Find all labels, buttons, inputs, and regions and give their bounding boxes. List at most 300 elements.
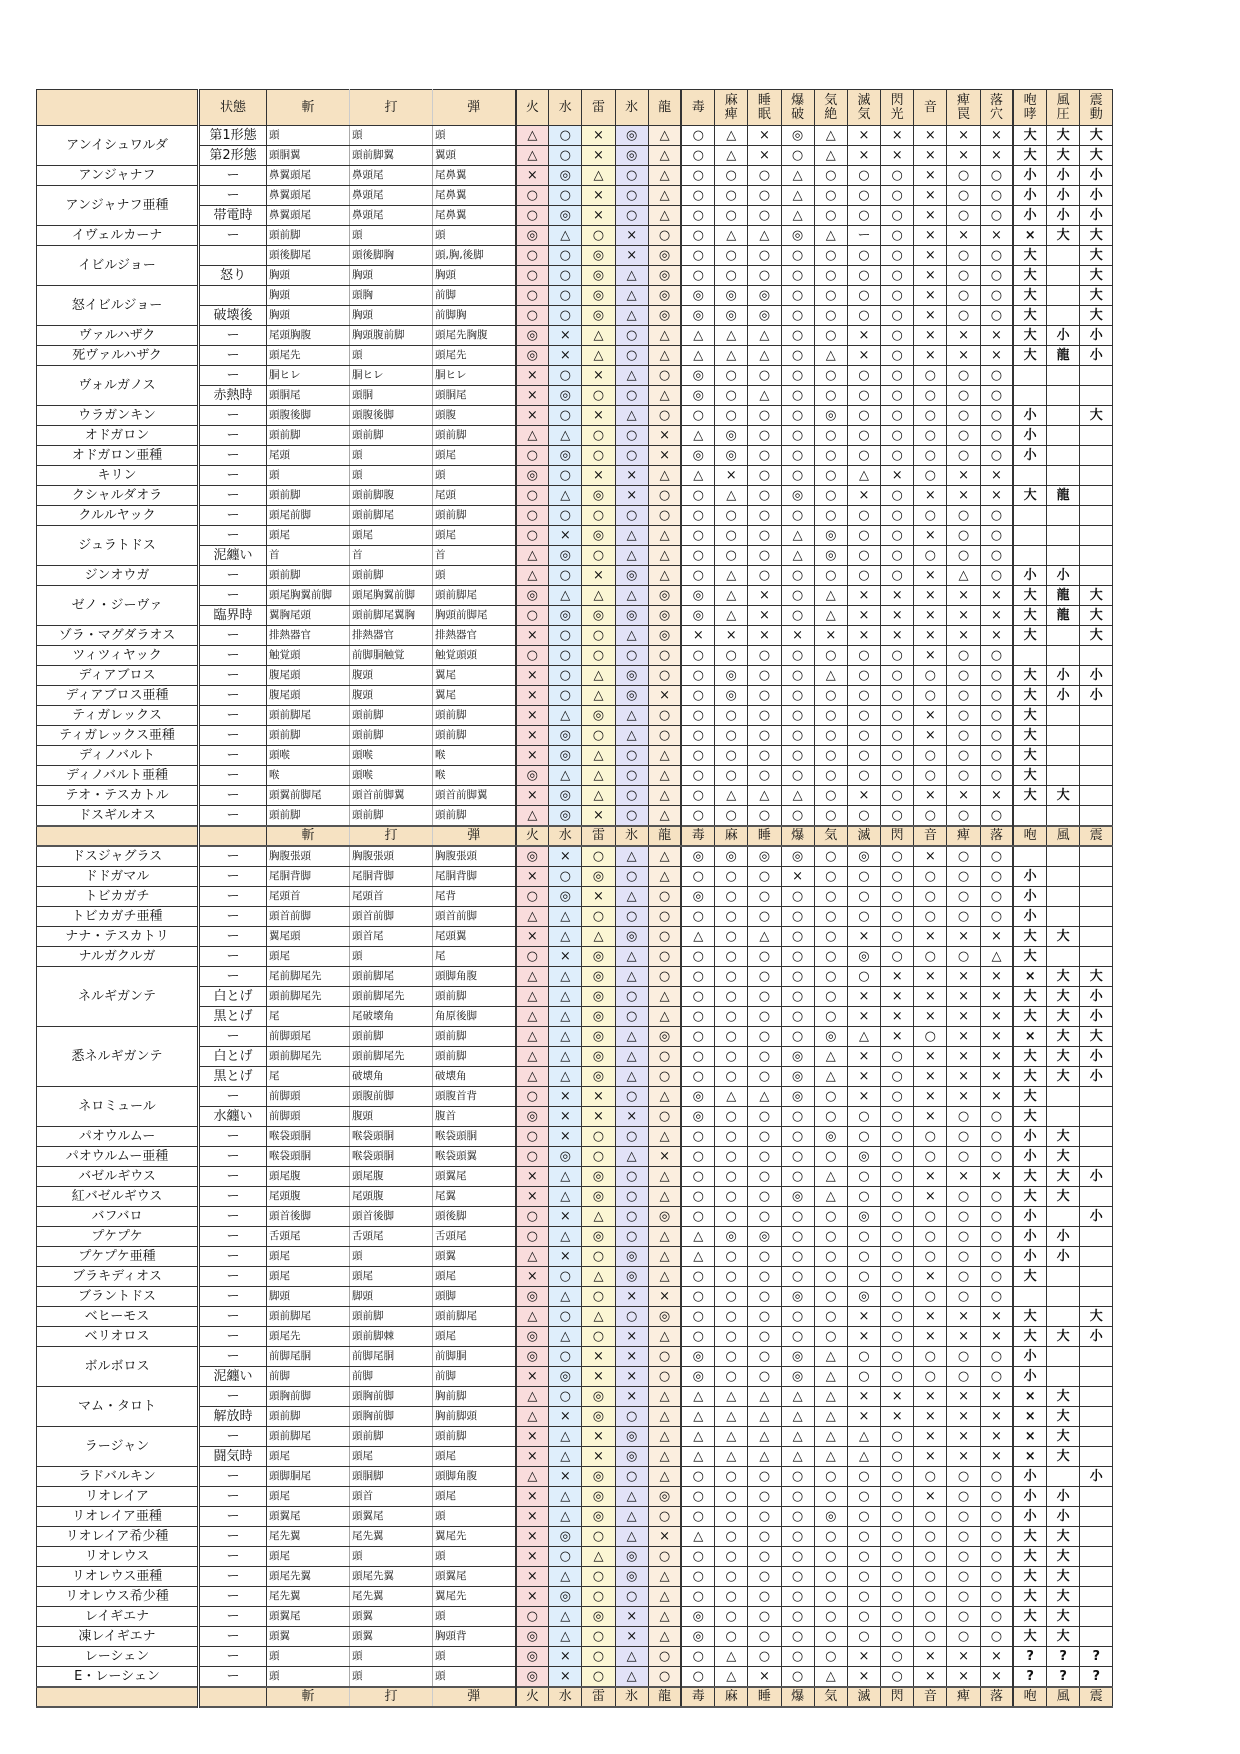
- band-status: 滅: [847, 1687, 880, 1707]
- resist-roar-rating: 大: [1013, 1547, 1046, 1567]
- status-poison-rating: ◎: [681, 386, 714, 406]
- elem-ice-rating: ◎: [615, 1427, 648, 1447]
- status-sleep-rating: ○: [748, 1567, 781, 1587]
- status-blast-rating: ○: [781, 1227, 814, 1247]
- weak-part: 喉袋頭胴: [267, 1127, 350, 1147]
- table-row: [37, 146, 1113, 166]
- status-pitfall-rating: ×: [980, 346, 1013, 366]
- elem-dragon-rating: ○: [648, 1107, 681, 1127]
- status-flash-rating: ○: [881, 686, 914, 706]
- status-exhaust-rating: ○: [847, 406, 880, 426]
- resist-tremor-rating: 小: [1080, 987, 1113, 1007]
- monster-state: ー: [199, 1167, 267, 1187]
- weak-part: 頭尾: [433, 446, 516, 466]
- status-poison-rating: ○: [681, 506, 714, 526]
- weak-part: 頭前脚: [267, 726, 350, 746]
- resist-roar-rating: 小: [1013, 566, 1046, 586]
- weak-part: 前脚胴触覚: [350, 646, 433, 666]
- elem-water-rating: △: [549, 1067, 582, 1087]
- status-exhaust-rating: ×: [847, 1407, 880, 1427]
- status-blast-rating: ◎: [781, 1187, 814, 1207]
- status-blast-rating: ○: [781, 1147, 814, 1167]
- status-blast-rating: ◎: [781, 1067, 814, 1087]
- resist-roar-rating: ?: [1013, 1647, 1046, 1667]
- status-flash-rating: ○: [881, 867, 914, 887]
- resist-tremor-rating: 大: [1080, 406, 1113, 426]
- elem-dragon-rating: ◎: [648, 1207, 681, 1227]
- status-poison-rating: ◎: [681, 306, 714, 326]
- status-sleep-rating: ○: [748, 1067, 781, 1087]
- elem-ice-rating: ×: [615, 486, 648, 506]
- status-blast-rating: ◎: [781, 486, 814, 506]
- resist-tremor-rating: 小: [1080, 1167, 1113, 1187]
- header-resist: [1047, 90, 1080, 126]
- elem-fire-rating: ○: [516, 526, 549, 546]
- resist-tremor-rating: [1080, 907, 1113, 927]
- weak-part: 喉: [433, 746, 516, 766]
- status-stun-rating: ○: [814, 486, 847, 506]
- resist-roar-rating: 大: [1013, 766, 1046, 786]
- status-flash-rating: ○: [881, 1587, 914, 1607]
- monster-state: ー: [199, 746, 267, 766]
- resist-roar-rating: [1013, 366, 1046, 386]
- weak-part: 翼胸尾頭: [267, 606, 350, 626]
- elem-thunder-rating: ×: [582, 806, 615, 827]
- elem-fire-rating: ◎: [516, 1667, 549, 1688]
- status-shock-trap-rating: ○: [947, 506, 980, 526]
- weak-part: 頭喉: [267, 746, 350, 766]
- status-stun-rating: ○: [814, 706, 847, 726]
- status-poison-rating: ◎: [681, 606, 714, 626]
- elem-ice-rating: ×: [615, 246, 648, 266]
- elem-dragon-rating: △: [648, 386, 681, 406]
- status-paralysis-rating: ○: [715, 1187, 748, 1207]
- status-shock-trap-rating: ×: [947, 626, 980, 646]
- status-stun-rating: ○: [814, 1147, 847, 1167]
- resist-roar-rating: 大: [1013, 786, 1046, 806]
- status-shock-trap-rating: ○: [947, 686, 980, 706]
- status-sonic-rating: ×: [914, 166, 947, 186]
- status-poison-rating: ◎: [681, 366, 714, 386]
- weak-part: 首: [267, 546, 350, 566]
- status-paralysis-rating: ◎: [715, 426, 748, 446]
- monster-name: E・レーシェン: [37, 1667, 199, 1688]
- elem-ice-rating: △: [615, 1527, 648, 1547]
- weak-part: 頭尾: [267, 1547, 350, 1567]
- status-shock-trap-rating: ○: [947, 666, 980, 686]
- elem-water-rating: ×: [549, 1667, 582, 1688]
- resist-tremor-rating: [1080, 1267, 1113, 1287]
- status-blast-rating: △: [781, 1447, 814, 1467]
- monster-name: ドスジャグラス: [37, 846, 199, 867]
- weak-part: 頭前脚: [433, 806, 516, 827]
- elem-ice-rating: ◎: [615, 606, 648, 626]
- elem-ice-rating: ○: [615, 1087, 648, 1107]
- elem-fire-rating: ○: [516, 1227, 549, 1247]
- monster-name: ディアブロス: [37, 666, 199, 686]
- status-pitfall-rating: ×: [980, 486, 1013, 506]
- resist-roar-rating: 大: [1013, 1587, 1046, 1607]
- elem-water-rating: ◎: [549, 166, 582, 186]
- elem-dragon-rating: △: [648, 566, 681, 586]
- elem-thunder-rating: ○: [582, 426, 615, 446]
- resist-wind-rating: [1047, 506, 1080, 526]
- band-status: 毒: [681, 1687, 714, 1707]
- status-stun-rating: ◎: [814, 1507, 847, 1527]
- status-paralysis-rating: ○: [715, 1587, 748, 1607]
- resist-wind-rating: 大: [1047, 146, 1080, 166]
- elem-dragon-rating: ×: [648, 1527, 681, 1547]
- weak-part: 頭尾腹: [350, 1167, 433, 1187]
- status-paralysis-rating: ○: [715, 967, 748, 987]
- status-blast-rating: △: [781, 1427, 814, 1447]
- header-resist: [1080, 90, 1113, 126]
- elem-water-rating: ×: [549, 1467, 582, 1487]
- weak-part: 頭首前脚翼: [433, 786, 516, 806]
- elem-dragon-rating: ○: [648, 366, 681, 386]
- status-blast-rating: ◎: [781, 1347, 814, 1367]
- status-poison-rating: △: [681, 1527, 714, 1547]
- elem-water-rating: ×: [549, 326, 582, 346]
- weak-part: 頭前脚: [350, 566, 433, 586]
- elem-fire-rating: ×: [516, 1267, 549, 1287]
- status-paralysis-rating: ○: [715, 1607, 748, 1627]
- status-blast-rating: ○: [781, 1547, 814, 1567]
- weak-part: 頭尾先胸腹: [433, 326, 516, 346]
- elem-fire-rating: ○: [516, 286, 549, 306]
- resist-roar-rating: [1013, 466, 1046, 486]
- status-blast-rating: △: [781, 1407, 814, 1427]
- status-exhaust-rating: ×: [847, 1307, 880, 1327]
- band-element: 水: [549, 826, 582, 846]
- elem-dragon-rating: ◎: [648, 1027, 681, 1047]
- elem-fire-rating: △: [516, 987, 549, 1007]
- status-shock-trap-rating: ○: [947, 546, 980, 566]
- status-sonic-rating: ×: [914, 786, 947, 806]
- status-shock-trap-rating: ○: [947, 1507, 980, 1527]
- elem-thunder-rating: △: [582, 927, 615, 947]
- elem-water-rating: ○: [549, 286, 582, 306]
- elem-ice-rating: △: [615, 947, 648, 967]
- elem-dragon-rating: ○: [648, 646, 681, 666]
- table-row: [37, 526, 1113, 546]
- monster-state: ー: [199, 786, 267, 806]
- weak-part: 頭胴尾: [267, 386, 350, 406]
- elem-ice-rating: ○: [615, 206, 648, 226]
- status-exhaust-rating: ○: [847, 1587, 880, 1607]
- resist-wind-rating: 大: [1047, 1607, 1080, 1627]
- weak-part: 頭: [433, 226, 516, 246]
- status-pitfall-rating: ○: [980, 726, 1013, 746]
- resist-roar-rating: [1013, 506, 1046, 526]
- status-paralysis-rating: △: [715, 346, 748, 366]
- elem-dragon-rating: ○: [648, 666, 681, 686]
- weak-part: 頭前脚: [433, 1027, 516, 1047]
- elem-ice-rating: △: [615, 1487, 648, 1507]
- status-paralysis-rating: ◎: [715, 666, 748, 686]
- elem-thunder-rating: ○: [582, 1667, 615, 1688]
- elem-fire-rating: ○: [516, 206, 549, 226]
- elem-water-rating: △: [549, 967, 582, 987]
- monster-state: 泥纏い: [199, 1367, 267, 1387]
- resist-wind-rating: 小: [1047, 666, 1080, 686]
- status-shock-trap-rating: ○: [947, 1267, 980, 1287]
- elem-dragon-rating: ◎: [648, 586, 681, 606]
- resist-roar-rating: 大: [1013, 346, 1046, 366]
- status-sleep-rating: ○: [748, 466, 781, 486]
- header-status: [947, 90, 980, 126]
- status-stun-rating: ○: [814, 1647, 847, 1667]
- status-blast-rating: ○: [781, 446, 814, 466]
- resist-tremor-rating: [1080, 846, 1113, 867]
- status-stun-rating: ○: [814, 446, 847, 466]
- status-stun-rating: ○: [814, 746, 847, 766]
- status-blast-rating: ○: [781, 686, 814, 706]
- status-exhaust-rating: ×: [847, 987, 880, 1007]
- elem-thunder-rating: ◎: [582, 706, 615, 726]
- status-flash-rating: ○: [881, 1327, 914, 1347]
- weak-part: 頭尾: [350, 1447, 433, 1467]
- status-pitfall-rating: ○: [980, 446, 1013, 466]
- header-label-line: 気: [857, 106, 871, 122]
- status-sleep-rating: ○: [748, 186, 781, 206]
- elem-dragon-rating: ◎: [648, 606, 681, 626]
- status-paralysis-rating: △: [715, 1387, 748, 1407]
- status-stun-rating: ○: [814, 686, 847, 706]
- resist-roar-rating: [1013, 546, 1046, 566]
- status-sonic-rating: ○: [914, 1627, 947, 1647]
- status-poison-rating: ○: [681, 1587, 714, 1607]
- elem-ice-rating: ◎: [615, 1447, 648, 1467]
- weak-part: 尾先翼: [267, 1587, 350, 1607]
- status-exhaust-rating: ×: [847, 346, 880, 366]
- status-sleep-rating: ○: [748, 967, 781, 987]
- status-stun-rating: △: [814, 1347, 847, 1367]
- monster-state: ー: [199, 1127, 267, 1147]
- elem-fire-rating: △: [516, 1387, 549, 1407]
- monster-state: ー: [199, 706, 267, 726]
- elem-fire-rating: △: [516, 546, 549, 566]
- elem-fire-rating: △: [516, 1047, 549, 1067]
- status-sonic-rating: ×: [914, 226, 947, 246]
- status-pitfall-rating: ○: [980, 546, 1013, 566]
- status-pitfall-rating: ×: [980, 146, 1013, 166]
- elem-water-rating: ○: [549, 867, 582, 887]
- status-paralysis-rating: ○: [715, 987, 748, 1007]
- monster-state: ー: [199, 1567, 267, 1587]
- monster-name: ナナ・テスカトリ: [37, 927, 199, 947]
- header-element: 龍: [648, 90, 681, 126]
- status-pitfall-rating: ○: [980, 1487, 1013, 1507]
- elem-ice-rating: △: [615, 1047, 648, 1067]
- status-sonic-rating: ×: [914, 726, 947, 746]
- elem-water-rating: ○: [549, 366, 582, 386]
- resist-tremor-rating: 小: [1080, 1467, 1113, 1487]
- weak-part: 首: [350, 546, 433, 566]
- weak-part: 頭前脚: [350, 706, 433, 726]
- status-blast-rating: ○: [781, 746, 814, 766]
- monster-name: ドドガマル: [37, 867, 199, 887]
- resist-wind-rating: [1047, 1307, 1080, 1327]
- status-sonic-rating: ×: [914, 1187, 947, 1207]
- table-row: [37, 326, 1113, 346]
- weak-part: 頭前脚尾: [350, 967, 433, 987]
- status-stun-rating: ○: [814, 987, 847, 1007]
- elem-ice-rating: ○: [615, 1407, 648, 1427]
- status-sonic-rating: ○: [914, 1287, 947, 1307]
- status-shock-trap-rating: ×: [947, 606, 980, 626]
- status-exhaust-rating: ○: [847, 1467, 880, 1487]
- table-row: [37, 1007, 1113, 1027]
- elem-water-rating: △: [549, 907, 582, 927]
- elem-thunder-rating: ◎: [582, 947, 615, 967]
- band-blank: [199, 1687, 267, 1707]
- status-shock-trap-rating: ○: [947, 166, 980, 186]
- table-row: [37, 446, 1113, 466]
- status-poison-rating: ○: [681, 186, 714, 206]
- status-flash-rating: ○: [881, 226, 914, 246]
- resist-tremor-rating: [1080, 746, 1113, 766]
- weak-part: 頭前脚尾: [433, 1307, 516, 1327]
- elem-dragon-rating: ○: [648, 506, 681, 526]
- status-flash-rating: ○: [881, 1307, 914, 1327]
- status-shock-trap-rating: ×: [947, 967, 980, 987]
- resist-roar-rating: 大: [1013, 1187, 1046, 1207]
- monster-name: クルルヤック: [37, 506, 199, 526]
- status-flash-rating: ○: [881, 186, 914, 206]
- table-row: [37, 566, 1113, 586]
- status-stun-rating: ○: [814, 1287, 847, 1307]
- elem-ice-rating: ◎: [615, 666, 648, 686]
- status-flash-rating: ○: [881, 846, 914, 867]
- status-pitfall-rating: ○: [980, 1267, 1013, 1287]
- elem-dragon-rating: ○: [648, 1647, 681, 1667]
- resist-roar-rating: 小: [1013, 867, 1046, 887]
- elem-water-rating: ×: [549, 1247, 582, 1267]
- elem-water-rating: ○: [549, 566, 582, 586]
- status-sonic-rating: ○: [914, 1567, 947, 1587]
- monster-name: レイギエナ: [37, 1607, 199, 1627]
- status-paralysis-rating: ○: [715, 1007, 748, 1027]
- status-stun-rating: ○: [814, 1527, 847, 1547]
- header-label-line: 罠: [957, 106, 971, 122]
- elem-fire-rating: △: [516, 967, 549, 987]
- status-poison-rating: ○: [681, 1467, 714, 1487]
- resist-tremor-rating: [1080, 766, 1113, 786]
- status-shock-trap-rating: ×: [947, 1167, 980, 1187]
- status-poison-rating: ◎: [681, 286, 714, 306]
- resist-roar-rating: 大: [1013, 606, 1046, 626]
- status-shock-trap-rating: ○: [947, 206, 980, 226]
- resist-wind-rating: [1047, 746, 1080, 766]
- status-poison-rating: ◎: [681, 1087, 714, 1107]
- elem-dragon-rating: ◎: [648, 306, 681, 326]
- status-sleep-rating: ○: [748, 987, 781, 1007]
- elem-thunder-rating: ◎: [582, 266, 615, 286]
- weak-part: 頭腹: [433, 406, 516, 426]
- elem-thunder-rating: ×: [582, 1367, 615, 1387]
- status-shock-trap-rating: ○: [947, 186, 980, 206]
- status-poison-rating: ○: [681, 686, 714, 706]
- band-resist: 咆: [1013, 1687, 1046, 1707]
- weak-part: 頭後脚: [433, 1207, 516, 1227]
- resist-wind-rating: [1047, 406, 1080, 426]
- monster-name: ツィツィヤック: [37, 646, 199, 666]
- header-label-line: 圧: [1056, 106, 1070, 122]
- resist-roar-rating: 大: [1013, 947, 1046, 967]
- status-sonic-rating: ○: [914, 546, 947, 566]
- resist-wind-rating: [1047, 446, 1080, 466]
- elem-ice-rating: ×: [615, 226, 648, 246]
- weak-part: 頭: [267, 126, 350, 146]
- table-row: [37, 766, 1113, 786]
- status-flash-rating: ○: [881, 246, 914, 266]
- elem-water-rating: ○: [549, 1347, 582, 1367]
- status-sleep-rating: ○: [748, 266, 781, 286]
- elem-fire-rating: ×: [516, 1367, 549, 1387]
- status-flash-rating: ○: [881, 506, 914, 526]
- status-exhaust-rating: ×: [847, 1667, 880, 1688]
- status-exhaust-rating: ×: [847, 1387, 880, 1407]
- elem-fire-rating: ○: [516, 266, 549, 286]
- resist-roar-rating: [1013, 1287, 1046, 1307]
- status-stun-rating: △: [814, 586, 847, 606]
- weak-part: 頭前脚: [267, 426, 350, 446]
- status-paralysis-rating: ○: [715, 1067, 748, 1087]
- status-pitfall-rating: ×: [980, 1307, 1013, 1327]
- status-exhaust-rating: ○: [847, 386, 880, 406]
- elem-ice-rating: ◎: [615, 1547, 648, 1567]
- weak-part: 頭尾: [350, 1267, 433, 1287]
- resist-roar-rating: 大: [1013, 1327, 1046, 1347]
- status-pitfall-rating: ×: [980, 1067, 1013, 1087]
- monster-state: 黒とげ: [199, 1067, 267, 1087]
- status-paralysis-rating: ○: [715, 806, 748, 827]
- table-row: [37, 706, 1113, 726]
- resist-roar-rating: 小: [1013, 186, 1046, 206]
- elem-water-rating: ×: [549, 1407, 582, 1427]
- status-sonic-rating: ○: [914, 386, 947, 406]
- status-sleep-rating: ○: [748, 1267, 781, 1287]
- resist-wind-rating: 小: [1047, 1247, 1080, 1267]
- header-label-line: 哮: [1023, 106, 1037, 122]
- elem-water-rating: ◎: [549, 887, 582, 907]
- elem-thunder-rating: ◎: [582, 1507, 615, 1527]
- header-label-line: 閃: [890, 92, 904, 108]
- monster-state: 第2形態: [199, 146, 267, 166]
- elem-dragon-rating: △: [648, 1587, 681, 1607]
- resist-tremor-rating: [1080, 927, 1113, 947]
- weak-part: 脚頭: [350, 1287, 433, 1307]
- elem-thunder-rating: ○: [582, 1147, 615, 1167]
- monster-name: ジュラトドス: [37, 526, 199, 566]
- monster-state: ー: [199, 1547, 267, 1567]
- resist-roar-rating: 大: [1013, 486, 1046, 506]
- status-poison-rating: ○: [681, 967, 714, 987]
- status-blast-rating: ○: [781, 466, 814, 486]
- status-sonic-rating: ○: [914, 506, 947, 526]
- status-flash-rating: ×: [881, 606, 914, 626]
- resist-tremor-rating: 大: [1080, 266, 1113, 286]
- monster-name: 死ヴァルハザク: [37, 346, 199, 366]
- status-sleep-rating: ○: [748, 1367, 781, 1387]
- status-stun-rating: △: [814, 1167, 847, 1187]
- status-sonic-rating: ○: [914, 1527, 947, 1547]
- status-poison-rating: △: [681, 1447, 714, 1467]
- elem-dragon-rating: ○: [648, 1047, 681, 1067]
- status-blast-rating: ◎: [781, 226, 814, 246]
- elem-fire-rating: △: [516, 1467, 549, 1487]
